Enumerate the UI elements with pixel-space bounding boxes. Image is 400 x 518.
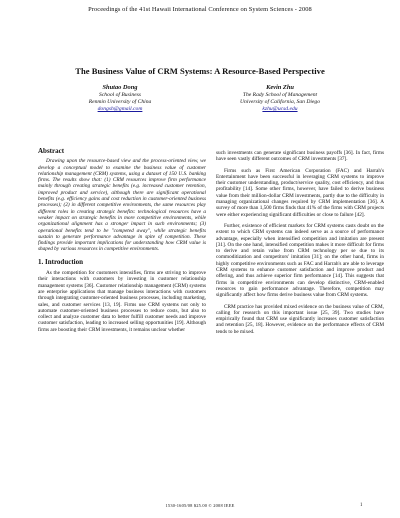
body-paragraph: Further, existence of efficient markets for CRM systems casts doubt on the extent to which CRM systems can indeed serve as a source of performance advantage, especially when intensified competition and imitation are present [31]. On the one hand, intensified competition makes it more difficult for firms to derive and retain value from CRM technology per se due to its commoditization and competitors' imitation [31]; on the other hand, firms in highly competitive environments such as FAC and Harrah's are able to leverage CRM systems to enhance customer satisfaction and improve product and offering, and thus achieve superior firm performance [14]. This suggests that firms in competitive environments can develop distinctive, CRM-enabled resources to gain performance advantage. Therefore, competition may significantly affect how firms derive business value from CRM systems. xyxy=(216,222,384,299)
author-email-link[interactable]: dongsh@gmail.com xyxy=(97,106,143,112)
paper-title: The Business Value of CRM Systems: A Resource-Based Perspective xyxy=(75,66,325,76)
author-2 xyxy=(200,84,360,113)
body-paragraph: CRM practice has provided mixed evidence on the business value of CRM, calling for research on this important issue [25, 39]. Two studies have empirically found that CRM use significantly increases customer satisfaction and retention [25, 18]. However, evidence on the performance effects of CRM tends to be mixed. xyxy=(216,303,384,335)
proceedings-header: Proceedings of the 41st Hawaii International Conference on System Sciences - 2008 xyxy=(88,6,312,13)
author-affiliation: The Rady School of Management xyxy=(242,92,318,98)
page-number: 1 xyxy=(360,503,363,508)
left-column xyxy=(38,148,206,338)
author-institution: University of California, San Diego xyxy=(239,99,321,105)
author-name: Shutao Dong xyxy=(102,84,138,91)
author-1 xyxy=(40,84,200,113)
body-paragraph: such investments can generate significant business payoffs [36]. In fact, firms have seen vastly different outcomes of CRM investments [37]. xyxy=(216,150,384,163)
abstract-text: Drawing upon the resource-based view and the process-oriented view, we develop a conceptual model to examine the business value of customer relationship management (CRM) systems, using a dataset of 150 U.S. banking firms. The results show that: (1) CRM resources improve firm performance mainly through creating strategic benefits (e.g. increased customer retention, improved product and service), although there are significant operational benefits (e.g. efficiency gains and cost reduction in customer-oriented business processes); (2) in different competitive environments, the same resources play different roles in creating strategic benefits: technological resources have a weaker impact on strategic benefits in more competitive environments, while organizational alignment has a stronger impact in such environments; (3) operational benefits tend to be "competed away", while strategic benefits sustain to generate performance advantage in spite of competition. These findings provide important implications for understanding how CRM value is shaped by various resources in competitive environments. xyxy=(38,158,206,253)
section-heading-introduction: 1. Introduction xyxy=(38,257,83,266)
author-name: Kevin Zhu xyxy=(266,84,294,91)
author-affiliation: School of Business xyxy=(99,92,141,98)
intro-paragraph: As the competition for customers intensifies, firms are striving to improve their interactions with customers by investing in customer relationship management systems [36]. Customer relationship management (CRM) systems are enterprise applications that manage business interactions with customers through integrating customer-oriented business processes, including marketing, sales, and customer services [13, 19]. Firms use CRM systems not only to automate customer-oriented business processes to reduce costs, but also to collect and analyze customer data to better fulfill customer needs and improve customer satisfaction, leading to increased selling opportunities [19]. Although firms are boosting their CRM investments, it remains unclear whether xyxy=(38,270,206,333)
author-email-link[interactable]: kzhu@ucsd.edu xyxy=(262,106,298,112)
abstract-heading: Abstract xyxy=(38,147,65,155)
issn-footer: 1530-1605/08 $25.00 © 2008 IEEE xyxy=(165,503,235,508)
body-paragraph: Firms such as First American Corporation (FAC) and Harrah's Entertainment have been successful in leveraging CRM systems to improve their customer understanding, product/service quality, cost efficiency, and thus profitability [14]. Some other firms, however, have failed to derive business value from their million-dollar CRM investments, partly due to the difficulty in managing organizational changes required by CRM implementation [36]. A survey of more than 1,500 firms finds that 41% of the firms with CRM projects were either experiencing significant difficulties or close to failure [42]. xyxy=(216,167,384,218)
author-institution: Renmin University of China xyxy=(88,99,152,105)
right-column xyxy=(216,150,384,340)
